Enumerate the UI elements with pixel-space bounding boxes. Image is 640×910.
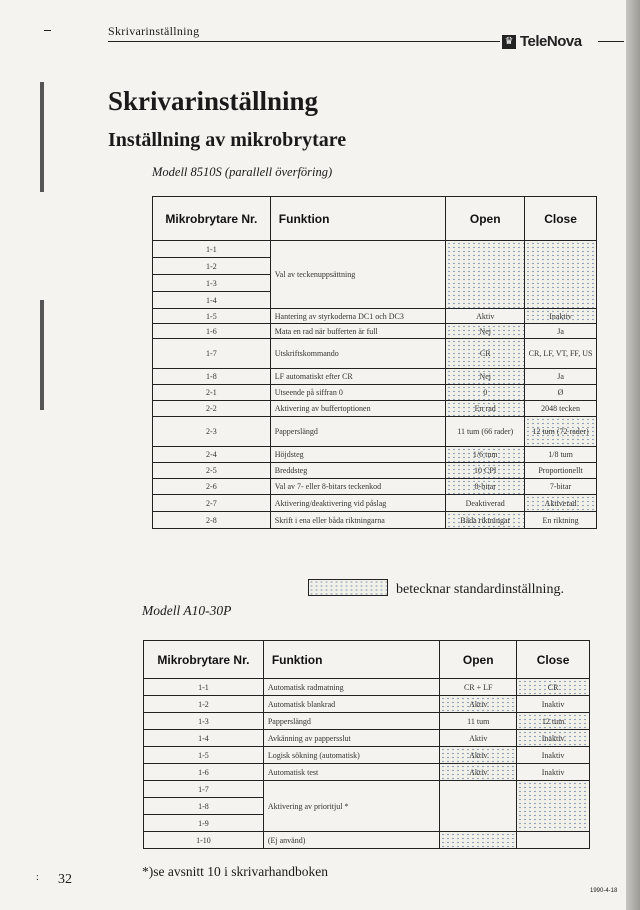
switch-number: 1-2 (153, 258, 271, 275)
table-row (144, 730, 590, 747)
close-cell: Inaktiv (517, 747, 590, 764)
close-cell: Proportionellt (525, 463, 597, 479)
crown-icon: ♛ (502, 35, 516, 49)
close-cell: 12 tum (517, 713, 590, 730)
page-number: 32 (58, 872, 72, 887)
close-cell: 7-bitar (525, 479, 597, 495)
open-cell: Aktiv (440, 747, 517, 764)
function-cell: Hantering av styrkoderna DC1 och DC3 (270, 309, 446, 324)
table-row (153, 463, 597, 479)
table-row (153, 385, 597, 401)
switch-number: 1-9 (144, 815, 264, 832)
switch-number: 1-5 (153, 309, 271, 324)
function-cell: Val av teckenuppsättning (270, 241, 446, 309)
switch-number: 1-6 (153, 324, 271, 339)
switch-number: 2-3 (153, 417, 271, 447)
open-cell: 10 CPI (446, 463, 525, 479)
open-cell: Aktiv (440, 764, 517, 781)
function-cell: Utseende på siffran 0 (270, 385, 446, 401)
close-cell: Aktiverad (525, 495, 597, 512)
close-cell (517, 832, 590, 849)
margin-dash (44, 30, 51, 31)
switch-number: 1-10 (144, 832, 264, 849)
open-cell: Nej (446, 324, 525, 339)
header-open: Open (446, 197, 525, 241)
function-cell: LF automatiskt efter CR (270, 369, 446, 385)
open-cell (440, 832, 517, 849)
table-row (153, 309, 597, 324)
table-row (153, 479, 597, 495)
function-cell: Aktivering/deaktivering vid påslag (270, 495, 446, 512)
running-header: Skrivarinställning (108, 24, 200, 38)
function-cell: Papperslängd (270, 417, 446, 447)
header-switch: Mikrobrytare Nr. (144, 641, 264, 679)
table2-caption: Modell A10-30P (142, 603, 232, 618)
switch-number: 1-8 (153, 369, 271, 385)
header-rule (598, 41, 624, 42)
header-close: Close (517, 641, 590, 679)
switch-number: 1-3 (153, 275, 271, 292)
page-edge-shadow (626, 0, 640, 910)
table-row (153, 495, 597, 512)
open-cell: 11 tum (440, 713, 517, 730)
function-cell: Utskriftskommando (270, 339, 446, 369)
table-row (144, 679, 590, 696)
switch-number: 1-4 (144, 730, 264, 747)
binding-mark (40, 82, 44, 192)
dip-switch-table-8510s (152, 196, 597, 529)
open-cell: Deaktiverad (446, 495, 525, 512)
function-cell: Logisk sökning (automatisk) (263, 747, 440, 764)
function-cell: Val av 7- eller 8-bitars teckenkod (270, 479, 446, 495)
switch-number: 1-5 (144, 747, 264, 764)
open-cell: 0 (446, 385, 525, 401)
function-cell: Skrift i ena eller båda riktningarna (270, 512, 446, 529)
open-cell: Nej (446, 369, 525, 385)
switch-number: 2-4 (153, 447, 271, 463)
switch-number: 1-3 (144, 713, 264, 730)
table-row (153, 241, 597, 258)
close-cell: 1/8 tum (525, 447, 597, 463)
function-cell: Höjdsteg (270, 447, 446, 463)
function-cell: Automatisk radmatning (263, 679, 440, 696)
page-title: Skrivarinställning (108, 86, 319, 116)
open-cell: Aktiv (440, 696, 517, 713)
function-cell: Avkänning av pappersslut (263, 730, 440, 747)
table1-caption: Modell 8510S (parallell överföring) (152, 165, 333, 179)
open-cell: En rad (446, 401, 525, 417)
legend-swatch (308, 579, 388, 596)
switch-number: 2-7 (153, 495, 271, 512)
function-cell: Aktivering av buffertoptionen (270, 401, 446, 417)
switch-number: 2-1 (153, 385, 271, 401)
header-function: Funktion (263, 641, 440, 679)
switch-number: 2-6 (153, 479, 271, 495)
close-cell: Ø (525, 385, 597, 401)
close-cell: Inaktiv (517, 730, 590, 747)
close-cell: CR (517, 679, 590, 696)
section-title: Inställning av mikrobrytare (108, 129, 347, 151)
close-cell: Ja (525, 324, 597, 339)
close-cell: Inaktiv (525, 309, 597, 324)
switch-number: 1-2 (144, 696, 264, 713)
open-cell: CR + LF (440, 679, 517, 696)
close-cell: Inaktiv (517, 764, 590, 781)
close-cell: Inaktiv (517, 696, 590, 713)
table-row (144, 832, 590, 849)
table-row (153, 324, 597, 339)
telenova-logo (502, 33, 582, 50)
open-cell: Aktiv (440, 730, 517, 747)
close-cell: Ja (525, 369, 597, 385)
table-row (144, 747, 590, 764)
close-cell: En riktning (525, 512, 597, 529)
switch-number: 1-6 (144, 764, 264, 781)
open-cell: 1/6 tum (446, 447, 525, 463)
dip-switch-table-a10-30p (143, 640, 590, 849)
header-close: Close (525, 197, 597, 241)
function-cell: Automatisk blankrad (263, 696, 440, 713)
close-cell (517, 781, 590, 832)
table-row (153, 417, 597, 447)
close-cell (525, 241, 597, 309)
close-cell: 12 tum (72 rader) (525, 417, 597, 447)
doc-code: 1990-4-18 (590, 888, 618, 894)
open-cell (446, 241, 525, 309)
switch-number: 2-8 (153, 512, 271, 529)
margin-tick: : (36, 872, 39, 883)
switch-number: 1-1 (153, 241, 271, 258)
table-row (153, 447, 597, 463)
open-cell: 11 tum (66 rader) (446, 417, 525, 447)
footnote: *)se avsnitt 10 i skrivarhandboken (142, 864, 328, 879)
function-cell: Mata en rad när bufferten är full (270, 324, 446, 339)
header-function: Funktion (270, 197, 446, 241)
switch-number: 1-7 (153, 339, 271, 369)
table-row (153, 512, 597, 529)
function-cell: Automatisk test (263, 764, 440, 781)
switch-number: 1-4 (153, 292, 271, 309)
open-cell: 8-bitar (446, 479, 525, 495)
function-cell: Aktivering av prioritjul * (263, 781, 440, 832)
table-row (153, 339, 597, 369)
close-cell: 2048 tecken (525, 401, 597, 417)
header-rule (108, 41, 500, 42)
table-row (153, 369, 597, 385)
switch-number: 2-5 (153, 463, 271, 479)
logo-text: TeleNova (520, 33, 582, 50)
table-row (144, 781, 590, 798)
open-cell (440, 781, 517, 832)
table-row (153, 401, 597, 417)
legend-text: betecknar standardinställning. (396, 582, 564, 597)
switch-number: 1-7 (144, 781, 264, 798)
switch-number: 1-8 (144, 798, 264, 815)
function-cell: Papperslängd (263, 713, 440, 730)
function-cell: Breddsteg (270, 463, 446, 479)
open-cell: Aktiv (446, 309, 525, 324)
header-open: Open (440, 641, 517, 679)
close-cell: CR, LF, VT, FF, US (525, 339, 597, 369)
binding-mark (40, 300, 44, 410)
table-row (144, 764, 590, 781)
table-row (144, 713, 590, 730)
open-cell: Båda riktningar (446, 512, 525, 529)
function-cell: (Ej använd) (263, 832, 440, 849)
switch-number: 2-2 (153, 401, 271, 417)
switch-number: 1-1 (144, 679, 264, 696)
open-cell: CR (446, 339, 525, 369)
table-row (144, 696, 590, 713)
header-switch: Mikrobrytare Nr. (153, 197, 271, 241)
